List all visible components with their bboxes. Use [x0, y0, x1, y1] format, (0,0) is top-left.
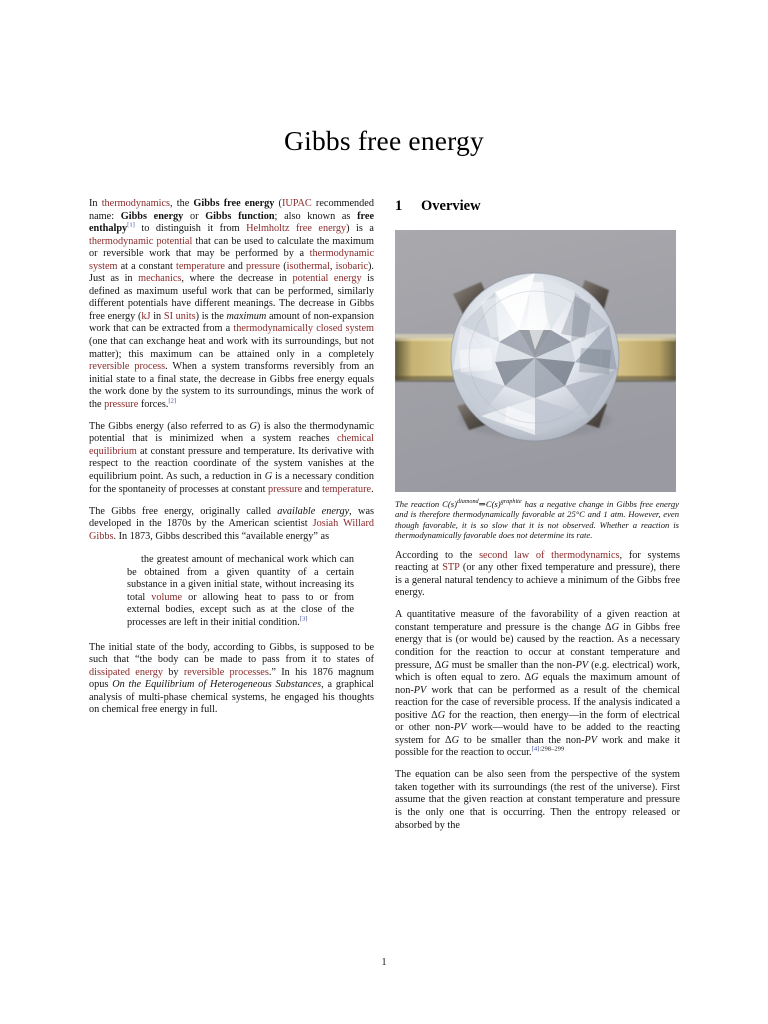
wiki-link[interactable]: potential energy: [292, 273, 362, 285]
body-text: or allowing heat to pass to or from external bodies, except such as at the close of the processes are left in their initial condition.: [127, 591, 355, 628]
paragraph-initial-state: [89, 642, 374, 717]
body-text: work that can be performed as a result of the chemical reaction for the case of reversible process. If the analysis indicated a positive Δ: [395, 684, 680, 721]
right-column: [395, 198, 680, 842]
paragraph-history: [89, 506, 374, 544]
paragraph-quantitative-measure: [395, 609, 680, 760]
italic-text: available energy: [277, 505, 350, 517]
left-column-paragraphs: [89, 198, 374, 543]
body-text: (: [280, 260, 287, 272]
wiki-link[interactable]: temperature: [322, 483, 372, 495]
body-text: A quantitative measure of the favorability of a given reaction at constant temperature and pressure is the change Δ: [395, 609, 680, 633]
italic-text: maximum: [226, 310, 267, 322]
wiki-link[interactable]: volume: [151, 591, 183, 603]
body-text: to distinguish it from: [134, 223, 247, 235]
body-text: ) is a: [346, 223, 374, 235]
body-text: , was developed in the 1870s by the American scientist: [89, 505, 374, 530]
body-text: , for systems reacting at: [395, 549, 680, 574]
wiki-link[interactable]: reversible process: [89, 361, 166, 373]
italic-text: PV: [453, 722, 467, 734]
body-text: at constant pressure and temperature. Its derivative with respect to the reaction coordinate of the system vanishes at the equilibrium point. As such, a reduction in: [89, 445, 374, 482]
wiki-link[interactable]: thermodynamic potential: [89, 235, 193, 247]
body-text: (e.g. electrical) work, which is often equal to zero. Δ: [395, 659, 680, 684]
bold-text: free enthalpy: [89, 210, 375, 235]
body-text: for the reaction, then energy—in the form of electrical or other non-: [395, 709, 680, 734]
body-text: recommended name:: [89, 198, 374, 222]
page-number: 1: [381, 957, 387, 968]
italic-text: PV: [584, 734, 598, 746]
caption-text: has a negative change in Gibbs free energy and is therefore thermodynamically favorable at 25°C and 1 atm. However, even though favorable, it is so slow that it is not observed. Whether a reaction is thermodynamically favorable does not determine its rate.: [395, 499, 679, 541]
wiki-link[interactable]: IUPAC: [281, 198, 312, 209]
citation-reference[interactable]: [2]: [168, 397, 177, 405]
body-text: ) is the: [195, 310, 227, 322]
italic-text: G: [264, 470, 273, 482]
body-text: is defined as maximum useful work that can be performed, similarly different potentials have different meanings. The decrease in Gibbs free energy (: [89, 273, 374, 322]
body-text: that can be used to calculate the maximum or reversible work that may be performed by a: [89, 235, 374, 260]
italic-text: PV: [575, 659, 589, 671]
body-text: .” In his 1876 magnum opus: [89, 666, 374, 691]
citation-reference[interactable]: [1]: [127, 221, 135, 229]
wiki-link[interactable]: kJ: [141, 310, 151, 322]
bold-text: Gibbs energy: [120, 210, 184, 222]
paragraph-second-law: [395, 550, 680, 600]
body-text: is a necessary condition for the spontaneity of processes at constant: [89, 470, 374, 495]
bold-text: Gibbs function: [205, 210, 275, 222]
italic-text: G: [441, 659, 449, 671]
italic-text: G: [611, 621, 619, 633]
body-text: (one that can exchange heat and work with its surroundings, but not matter); this maximum can be attained only in a completely: [89, 336, 374, 360]
italic-text: PV: [413, 684, 427, 696]
body-text: The initial state of the body, according to Gibbs, is supposed to be such that “the body can be made to pass from it to states of: [89, 641, 374, 666]
citation-reference[interactable]: [3]: [299, 615, 308, 623]
body-text: . In 1873, Gibbs described this “available energy” as: [113, 530, 330, 542]
body-text: equals the maximum amount of non-: [395, 672, 680, 696]
wiki-link[interactable]: STP: [442, 562, 460, 574]
wiki-link[interactable]: second law of thermodynamics: [479, 549, 620, 561]
body-text: . When a system transforms reversibly from an initial state to a final state, the decrease in Gibbs free energy equals the work done by the system to its surroundings, minus the work of the: [89, 361, 374, 410]
quote-indent: [127, 554, 141, 565]
left-column: [89, 198, 374, 842]
caption-text: The reaction C(s): [395, 499, 457, 509]
wiki-link[interactable]: SI units: [163, 310, 196, 322]
wiki-link[interactable]: Josiah Willard Gibbs: [89, 518, 374, 542]
wiki-link[interactable]: reversible processes: [183, 666, 269, 678]
body-text: in Gibbs free energy that is (or would be) caused by the reaction. As a necessary condition for the reaction to occur at constant temperature and pressure, Δ: [395, 621, 681, 671]
body-text: , the: [170, 198, 194, 209]
italic-text: G: [437, 709, 446, 721]
citation-page-range: :298–299: [539, 745, 565, 753]
section-number: 1: [395, 198, 403, 214]
figure-caption: [395, 499, 680, 541]
wiki-link[interactable]: isobaric: [335, 260, 369, 272]
body-text: or: [183, 210, 206, 222]
section-title: Overview: [421, 198, 481, 214]
body-text: ) is also the thermodynamic potential that is minimized when a system reaches: [89, 420, 374, 445]
paragraph-intro: [89, 198, 374, 411]
body-text: and: [302, 483, 323, 495]
body-text: must be smaller than the non-: [448, 659, 576, 671]
right-column-paragraphs: [395, 550, 680, 832]
italic-text: G: [531, 672, 539, 684]
wiki-link[interactable]: thermodynamic system: [89, 248, 374, 272]
page-title: Gibbs free energy: [284, 125, 484, 157]
body-text: The equation can be also seen from the perspective of the system taken together with its surroundings (the rest of the universe). First assume that the given reaction at constant temperature and pressure is the only one that is occurring. Then the entropy released or absorbed by the: [395, 769, 680, 831]
left-column-paragraphs-after-quote: [89, 642, 374, 717]
body-text: ; also known as: [274, 210, 358, 222]
body-text: (or any other fixed temperature and pressure), there is a general natural tendency to achieve a minimum of the Gibbs free energy.: [395, 562, 680, 599]
body-text: .: [371, 483, 374, 495]
wiki-link[interactable]: Helmholtz free energy: [246, 223, 347, 235]
body-text: The Gibbs free energy, originally called: [89, 505, 278, 517]
body-text: forces.: [138, 398, 169, 410]
diamond-ring-photograph: [395, 230, 676, 492]
body-text: and: [224, 260, 246, 272]
paragraph-perspective: [395, 769, 680, 832]
italic-text: On the Equilibrium of Heterogeneous Substances: [112, 679, 322, 691]
two-column-body: [89, 198, 681, 842]
body-text: work—would have to be added to the reacting system for Δ: [395, 722, 680, 746]
wiki-link[interactable]: pressure: [104, 398, 139, 410]
body-text: by: [163, 666, 184, 678]
caption-text: ⇒C(s): [478, 499, 501, 509]
wiki-link[interactable]: thermodynamics: [101, 198, 171, 209]
body-text: In: [89, 198, 102, 209]
body-text: at a constant: [117, 260, 176, 272]
body-text: work and make it possible for the reaction to occur.: [395, 734, 680, 759]
body-text: According to the: [395, 549, 480, 561]
body-text: ,: [329, 260, 336, 272]
bold-text: Gibbs free energy: [193, 198, 275, 209]
caption-superscript: diamond: [456, 498, 479, 506]
figure-diamond: [395, 230, 680, 541]
paragraph-gibbs-energy-G: [89, 421, 374, 496]
wiki-link[interactable]: pressure: [268, 483, 303, 495]
wiki-link[interactable]: mechanics: [138, 273, 182, 285]
body-text: in: [150, 310, 164, 322]
body-text: , a graphical analysis of multi-phase chemical systems, he engaged his thoughts on chemical free energy in full.: [89, 679, 374, 716]
body-text: (: [274, 198, 282, 209]
wiki-link[interactable]: thermodynamically closed system: [233, 323, 374, 335]
body-text: ). Just as in: [89, 260, 374, 285]
section-heading-overview: [395, 198, 680, 215]
body-text: to be smaller than the non-: [459, 734, 585, 746]
citation-reference[interactable]: [4]: [531, 745, 540, 753]
italic-text: G: [249, 420, 257, 432]
body-text: , where the decrease in: [181, 273, 293, 285]
body-text: amount of non-expansion work that can be extracted from a: [89, 310, 374, 335]
wiki-link[interactable]: isothermal: [286, 260, 330, 272]
body-text: The Gibbs energy (also referred to as: [89, 420, 250, 432]
caption-superscript: graphite: [500, 498, 522, 506]
wiki-link[interactable]: temperature: [175, 260, 225, 272]
italic-text: G: [451, 734, 460, 746]
blockquote-available-energy: [89, 554, 374, 629]
wiki-link[interactable]: pressure: [245, 260, 281, 272]
body-text: the greatest amount of mechanical work which can be obtained from a given quantity of a certain substance in a given initial state, without increasing its total: [127, 554, 354, 603]
wiki-link[interactable]: chemical equilibrium: [89, 433, 374, 457]
wiki-link[interactable]: dissipated energy: [89, 666, 163, 678]
